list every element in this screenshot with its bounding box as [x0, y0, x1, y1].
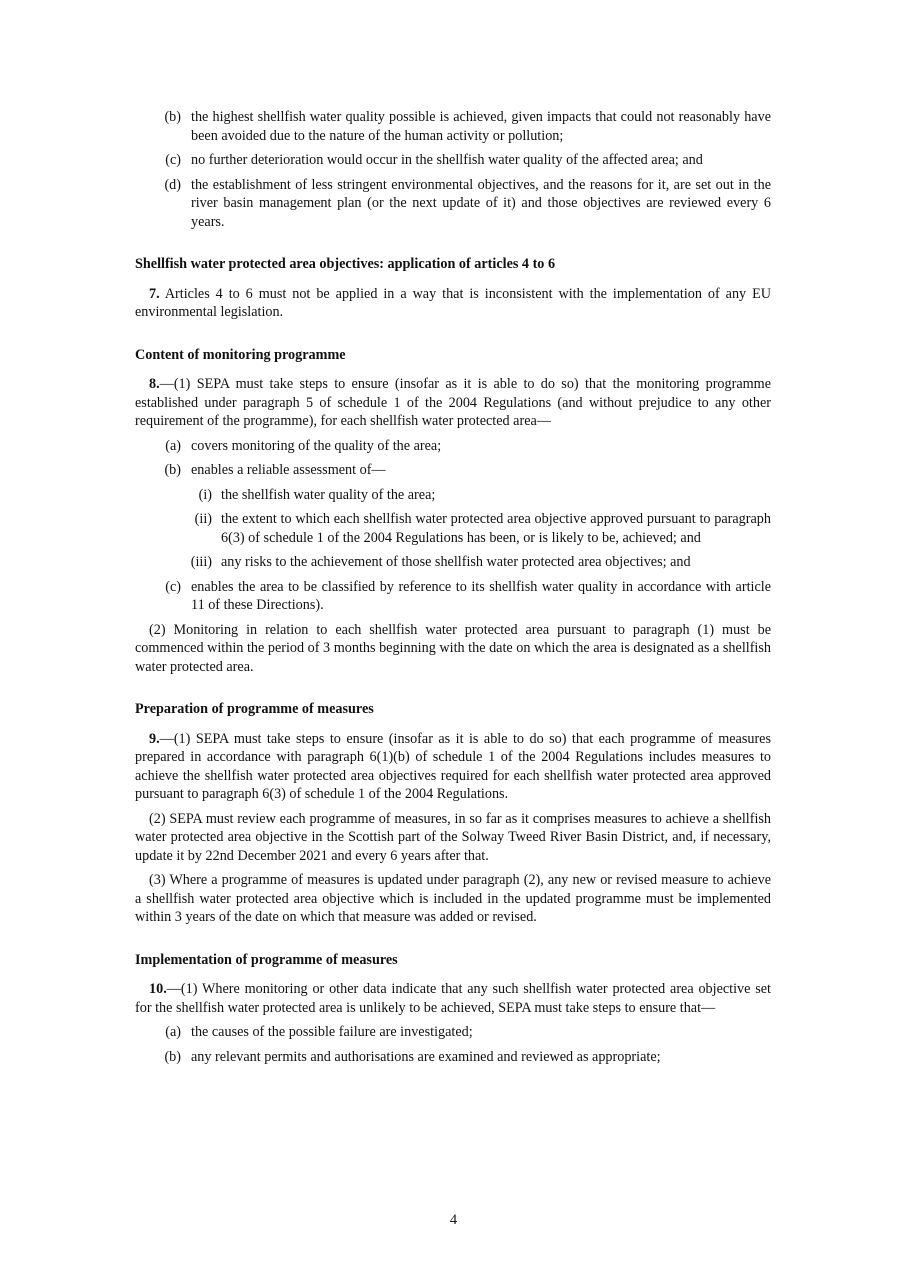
item-label: (b) — [164, 109, 181, 125]
item-text: any relevant permits and authorisations are examined and reviewed as appropriate; — [191, 1048, 661, 1065]
section-heading-7: Shellfish water protected area objectives: application of articles 4 to 6 — [135, 256, 556, 272]
item-text: covers monitoring of the quality of the area; — [191, 437, 442, 454]
section-heading-10: Implementation of programme of measures — [135, 951, 398, 968]
section-number: 10. — [149, 981, 167, 997]
item-text: the causes of the possible failure are investigated; — [191, 1024, 473, 1040]
item-text: no further deterioration would occur in the shellfish water quality of the affected area; and — [191, 152, 703, 168]
item-text: the highest shellfish water quality possible is achieved, given impacts that could not reasonably have been avoided due to the nature of the human activity or pollution; — [191, 109, 771, 144]
paragraph-9-2: (2) SEPA must review each programme of measures, in so far as it comprises measures to achieve a shellfish water protected area objective in the Scottish part of the Solway Tweed River Basin District, and, if necessary, update it by 22nd December 2021 and every 6 years after that. — [135, 810, 771, 864]
paragraph-9-1 — [135, 730, 771, 804]
list-item — [135, 1048, 771, 1067]
item-label: (d) — [164, 176, 181, 193]
list-item — [135, 437, 771, 456]
paragraph-8-2: (2) Monitoring in relation to each shellfish water protected area pursuant to paragraph (1) must be commenced within the period of 3 months beginning with the date on which the area is designated as a shellfish water protected area. — [135, 621, 771, 675]
item-text: the establishment of less stringent environmental objectives, and the reasons for it, are set out in the river basin management plan (or the next update of it) and those objectives are reviewed every 6 years. — [191, 176, 771, 230]
list-item — [135, 151, 771, 170]
list-item — [135, 108, 771, 145]
paragraph-text: Articles 4 to 6 must not be applied in a way that is inconsistent with the implementation of any EU environmental legislation. — [135, 285, 772, 320]
paragraph-text: —(1) SEPA must take steps to ensure (insofar as it is able to do so) that each programme of measures prepared in accordance with paragraph 6(1)(b) of schedule 1 of the 2004 Regulations includes measures to achieve the shellfish water protected area objectives required for each shellfish water protected area approved pursuant to paragraph 6(3) of schedule 1 of the 2004 Regulations. — [135, 730, 771, 802]
page-number: 4 — [449, 1212, 458, 1228]
item-label: (a) — [165, 1024, 181, 1040]
item-label: (b) — [164, 462, 181, 478]
paragraph-9-3: (3) Where a programme of measures is updated under paragraph (2), any new or revised measure to achieve a shellfish water protected area objective which is included in the updated programme must be implemented within 3 years of the date on which that measure was added or revised. — [135, 872, 771, 925]
paragraph-7 — [135, 285, 771, 322]
section-heading-9: Preparation of programme of measures — [135, 701, 374, 717]
paragraph-8-1 — [135, 375, 771, 431]
section-number: 9. — [149, 730, 160, 747]
item-text: any risks to the achievement of those shellfish water protected area objectives; and — [221, 554, 691, 570]
item-label: (iii) — [190, 554, 212, 570]
list-item — [135, 176, 771, 232]
sub-list-item — [135, 510, 771, 547]
item-text: the extent to which each shellfish water protected area objective approved pursuant to paragraph 6(3) of schedule 1 of the 2004 Regulations has been, or is likely to be, achieved; and — [221, 511, 771, 546]
sub-list-item — [135, 486, 771, 505]
document-page — [135, 108, 771, 1066]
item-label: (c) — [165, 152, 181, 168]
list-item — [135, 461, 771, 480]
section-heading-8: Content of monitoring programme — [135, 346, 346, 363]
section-number: 8. — [149, 376, 160, 392]
list-item — [135, 1023, 771, 1042]
section-number: 7. — [149, 285, 160, 302]
sub-list-item — [135, 553, 771, 572]
item-text: enables the area to be classified by reference to its shellfish water quality in accordance with article 11 of these Directions). — [191, 578, 771, 613]
item-label: (c) — [165, 578, 181, 595]
paragraph-text: —(1) SEPA must take steps to ensure (insofar as it is able to do so) that the monitoring programme established under paragraph 5 of schedule 1 of the 2004 Regulations (and without prejudice to any other requirement of the programme), for each shellfish water protected area— — [135, 376, 771, 429]
paragraph-text: —(1) Where monitoring or other data indicate that any such shellfish water protected area objective set for the shellfish water protected area is unlikely to be achieved, SEPA must take steps to ensure that— — [135, 981, 771, 1016]
item-text: enables a reliable assessment of— — [191, 462, 386, 478]
list-item — [135, 578, 771, 615]
item-label: (a) — [165, 437, 181, 454]
item-label: (i) — [198, 486, 212, 503]
item-text: the shellfish water quality of the area; — [221, 486, 436, 503]
item-label: (b) — [164, 1048, 181, 1065]
item-label: (ii) — [194, 511, 212, 527]
paragraph-10-1 — [135, 980, 771, 1017]
